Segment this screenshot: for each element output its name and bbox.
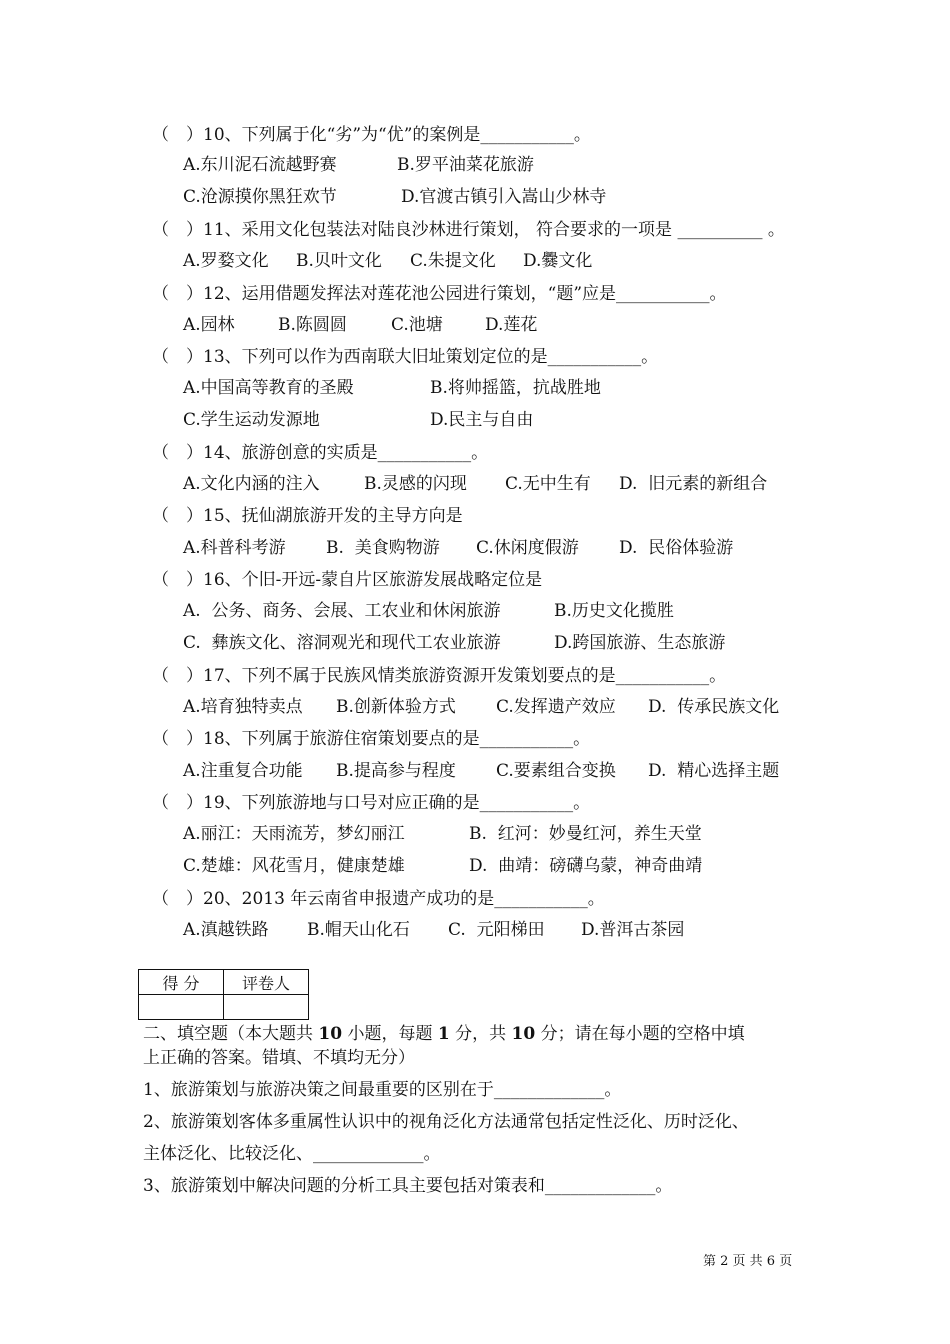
question-17: （ ）17、下列不属于民族风情类旅游资源开发策划要点的是___________。	[152, 666, 727, 686]
option: B.贝叶文化	[296, 251, 382, 271]
option: C.池塘	[391, 315, 443, 335]
fill-item-2: 2、旅游策划客体多重属性认识中的视角泛化方法通常包括定性泛化、历时泛化、	[143, 1112, 749, 1132]
option: D. 民俗体验游	[619, 538, 734, 558]
option: C. 彝族文化、溶洞观光和现代工农业旅游	[183, 633, 501, 653]
option: A.注重复合功能	[183, 761, 303, 781]
option: B.帽天山化石	[307, 920, 410, 940]
option: C.学生运动发源地	[183, 410, 320, 430]
option: B.陈圆圆	[278, 315, 347, 335]
question-14: （ ）14、旅游创意的实质是___________。	[152, 443, 489, 463]
option: D. 精心选择主题	[648, 761, 780, 781]
option: A.滇越铁路	[183, 920, 269, 940]
option: D. 传承民族文化	[648, 697, 780, 717]
option: B. 美食购物游	[326, 538, 440, 558]
option: D.爨文化	[523, 251, 593, 271]
option: D. 旧元素的新组合	[619, 474, 768, 494]
option: A.中国高等教育的圣殿	[183, 378, 354, 398]
option: D.官渡古镇引入嵩山少林寺	[401, 187, 607, 207]
score-table	[138, 969, 309, 1020]
grader-header: 评卷人	[224, 970, 309, 995]
question-15: （ ）15、抚仙湖旅游开发的主导方向是	[152, 506, 463, 526]
grader-cell[interactable]	[224, 995, 309, 1020]
option: C.要素组合变换	[496, 761, 616, 781]
option: A.文化内涵的注入	[183, 474, 320, 494]
section-2-heading: 二、填空题（本大题共 10 小题，每题 1 分，共 10 分；请在每小题的空格中填	[143, 1024, 745, 1044]
question-12: （ ）12、运用借题发挥法对莲花池公园进行策划，“题”应是___________。	[152, 284, 727, 304]
option: A.丽江：天雨流芳，梦幻丽江	[183, 824, 405, 844]
question-10: （ ）10、下列属于化“劣”为“优”的案例是___________。	[152, 125, 591, 145]
option: B. 红河：妙曼红河，养生天堂	[469, 824, 702, 844]
page-number: 第 2 页 共 6 页	[703, 1254, 793, 1269]
option: C.休闲度假游	[476, 538, 579, 558]
option: C.无中生有	[505, 474, 591, 494]
option: C.沧源摸你黑狂欢节	[183, 187, 337, 207]
option: C.发挥遗产效应	[496, 697, 616, 717]
question-18: （ ）18、下列属于旅游住宿策划要点的是___________。	[152, 729, 591, 749]
option: A.科普科考游	[183, 538, 286, 558]
option: B.罗平油菜花旅游	[397, 155, 534, 175]
option: B.创新体验方式	[336, 697, 456, 717]
option: B.灵感的闪现	[364, 474, 467, 494]
option: C. 元阳梯田	[448, 920, 545, 940]
option: D.普洱古茶园	[581, 920, 685, 940]
fill-item-2-cont: 主体泛化、比较泛化、_____________。	[143, 1144, 441, 1164]
option: B.历史文化揽胜	[554, 601, 674, 621]
option: A.培育独特卖点	[183, 697, 303, 717]
fill-item-1: 1、旅游策划与旅游决策之间最重要的区别在于_____________。	[143, 1080, 622, 1100]
option: A.东川泥石流越野赛	[183, 155, 337, 175]
option: C.朱提文化	[410, 251, 496, 271]
option: D.民主与自由	[430, 410, 534, 430]
option: B.提高参与程度	[336, 761, 456, 781]
option: C.楚雄：风花雪月，健康楚雄	[183, 856, 405, 876]
option: A.园林	[183, 315, 235, 335]
option: D.跨国旅游、生态旅游	[554, 633, 726, 653]
fill-item-3: 3、旅游策划中解决问题的分析工具主要包括对策表和_____________。	[143, 1176, 673, 1196]
score-cell[interactable]	[139, 995, 224, 1020]
option: D.莲花	[485, 315, 538, 335]
question-20: （ ）20、2013 年云南省申报遗产成功的是___________。	[152, 889, 605, 909]
score-header: 得 分	[139, 970, 224, 995]
option: A. 公务、商务、会展、工农业和休闲旅游	[183, 601, 501, 621]
question-16: （ ）16、个旧-开远-蒙自片区旅游发展战略定位是	[152, 570, 543, 590]
option: B.将帅摇篮，抗战胜地	[430, 378, 601, 398]
option: D. 曲靖：磅礴乌蒙，神奇曲靖	[469, 856, 703, 876]
question-19: （ ）19、下列旅游地与口号对应正确的是___________。	[152, 793, 591, 813]
question-11: （ ）11、采用文化包装法对陆良沙林进行策划， 符合要求的一项是 __________ 。	[152, 220, 785, 240]
option: A.罗婺文化	[183, 251, 269, 271]
question-13: （ ）13、下列可以作为西南联大旧址策划定位的是___________。	[152, 347, 659, 367]
section-2-heading-cont: 上正确的答案。错填、不填均无分）	[143, 1048, 415, 1068]
